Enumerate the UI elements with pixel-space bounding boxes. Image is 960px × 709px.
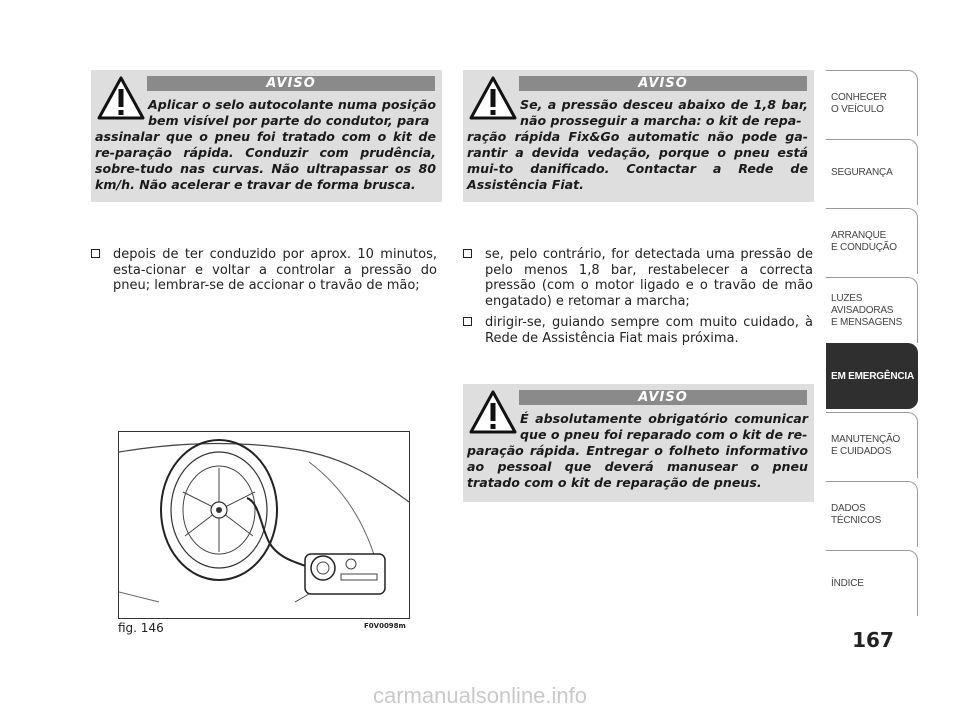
figure-code: F0V0098m [364,622,406,630]
tyre-compressor-illustration [119,432,409,618]
tab-arranque-e-conducao[interactable] [826,208,918,274]
warning-text-lead: É absolutamente obrigatório comunicar que o pneu foi reparado com o kit de re- [520,411,808,442]
checkbox-bullet-icon [91,249,100,258]
tab-label: LUZES AVISADORAS E MENSAGENS [831,292,903,328]
warning-box-2 [463,70,814,202]
tab-label: DADOS TÉCNICOS [831,502,882,526]
warning-text-lead: Se, a pressão desceu abaixo de 1,8 bar, não prosseguir a marcha: o kit de repa- [520,97,808,128]
tab-luzes-avisadoras[interactable] [826,277,918,343]
list-item-text: depois de ter conduzido por aprox. 10 minutos, esta-cionar e voltar a controlar a pressão do pneu; lembrar-se de accionar o travão de mão; [113,247,437,293]
warning-text-rest: paração rápida. Entregar o folheto informativo ao pessoal que deverá manusear o pneu tratado com o kit de reparação de pneus. [467,443,808,490]
list-item-text: dirigir-se, guiando sempre com muito cuidado, à Rede de Assistência Fiat mais próxima. [485,315,813,346]
checkbox-bullet-icon [463,317,472,326]
tab-label: ÍNDICE [831,577,864,589]
warning-box-3 [463,384,814,502]
warning-text-rest: ração rápida Fix&Go automatic não pode ga-rantir a devida vedação, porque o pneu está mui-to danificado. Contactar a Rede de Assistência Fiat. [467,129,808,192]
warning-heading: AVISO [147,76,435,91]
warning-box-1 [91,70,442,202]
tab-seguranca[interactable] [826,139,918,205]
right-bullet-list [463,247,813,352]
tab-dados-tecnicos[interactable] [826,481,918,547]
left-bullet-list [91,247,437,300]
list-item [463,315,813,346]
page-number: 167 [852,628,894,652]
warning-text-rest: assinalar que o pneu foi tratado com o kit de re-paração rápida. Conduzir com prudência, sobre-tudo nas curvas. Não ultrapassar os 80 km/h. Não acelerar e travar de forma brusca. [95,129,436,192]
tab-label: ARRANQUE E CONDUÇÃO [831,229,897,253]
list-item [91,247,437,294]
warning-heading: AVISO [519,390,807,405]
figure-tyre-repair-kit [118,431,410,619]
warning-text-lead: Aplicar o selo autocolante numa posição bem visível por parte do condutor, para [148,97,436,128]
tab-label: EM EMERGÊNCIA [831,370,914,382]
watermark: carmanualsonline.info [372,683,588,708]
tab-em-emergencia[interactable] [826,343,918,409]
list-item [463,247,813,309]
figure-label: fig. 146 [118,621,164,635]
tab-label: SEGURANÇA [831,166,893,178]
tab-conhecer-o-veiculo[interactable] [826,70,918,136]
checkbox-bullet-icon [463,249,472,258]
tab-indice[interactable] [826,550,918,616]
tab-label: MANUTENÇÃO E CUIDADOS [831,433,901,457]
warning-text [467,97,808,193]
warning-text [467,411,808,491]
list-item-text: se, pelo contrário, for detectada uma pressão de pelo menos 1,8 bar, restabelecer a correcta pressão (com o motor ligado e o travão de mão engatado) e retomar a marcha; [485,247,813,309]
warning-text [95,97,436,193]
tab-manutencao-e-cuidados[interactable] [826,412,918,478]
tab-label: CONHECER O VEÍCULO [831,91,887,115]
warning-heading: AVISO [519,76,807,91]
